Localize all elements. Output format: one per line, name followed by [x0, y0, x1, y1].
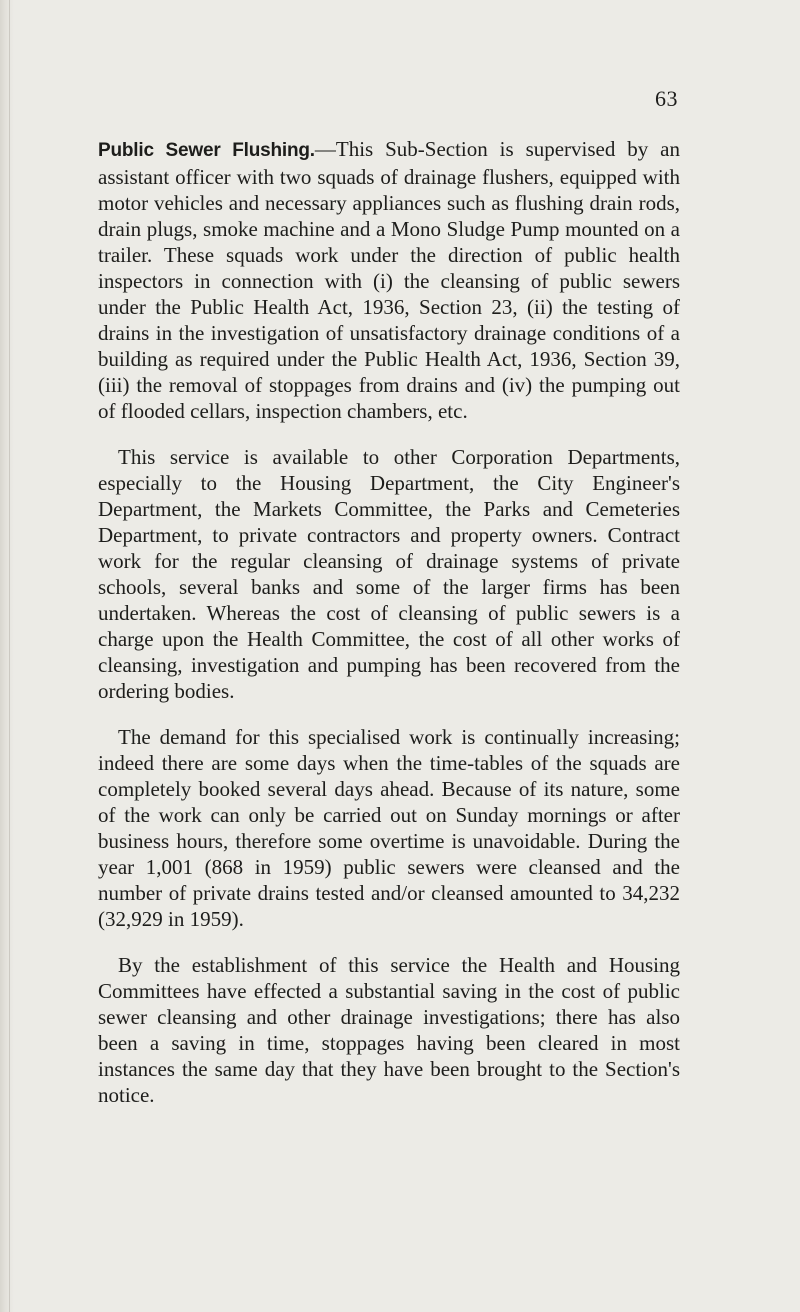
page-binding-line — [9, 0, 10, 1312]
section-heading: Public Sewer Flushing. — [98, 140, 315, 161]
page-number: 63 — [655, 86, 678, 111]
paragraph-service-availability: This service is available to other Corporation Departments, especially to the Housing Department, the City Engineer's Department, the Markets Committee, the Parks and Cemeteries Department, to private contractors and property owners. Contract work for the regular cleansing of drainage systems of private schools, several banks and some of the larger firms has been undertaken. Whereas the cost of cleansing of public sewers is a charge upon the Health Committee, the cost of all other works of cleansing, investigation and pumping has been recovered from the ordering bodies. — [98, 445, 680, 703]
page-binding-edge — [0, 0, 14, 1312]
paragraph-text: —This Sub-Section is supervised by an assistant officer with two squads of drainage flushers, equipped with motor vehicles and necessary appliances such as flushing drain rods, drain plugs, smoke machine and a Mono Sludge Pump mounted on a trailer. These squads work under the direction of public health inspectors in connection with (i) the cleansing of public sewers under the Public Health Act, 1936, Section 23, (ii) the testing of drains in the investigation of unsatisfactory drainage conditions of a building as required under the Public Health Act, 1936, Section 39, (iii) the removal of stoppages from drains and (iv) the pumping out of flooded cellars, inspection chambers, etc. — [98, 137, 680, 423]
document-body — [98, 136, 680, 1128]
paragraph-public-sewer-flushing — [98, 136, 680, 424]
paragraph-savings: By the establishment of this service the Health and Housing Committees have effected a substantial saving in the cost of public sewer cleansing and other drainage investigations; there has also been a saving in time, stoppages having been cleared in most instances the same day that they have been brought to the Section's notice. — [98, 953, 680, 1107]
paragraph-demand: The demand for this specialised work is continually increasing; indeed there are some days when the time-tables of the squads are completely booked several days ahead. Because of its nature, some of the work can only be carried out on Sunday mornings or after business hours, therefore some overtime is unavoidable. During the year 1,001 (868 in 1959) public sewers were cleansed and the number of private drains tested and/or cleansed amounted to 34,232 (32,929 in 1959). — [98, 725, 680, 931]
